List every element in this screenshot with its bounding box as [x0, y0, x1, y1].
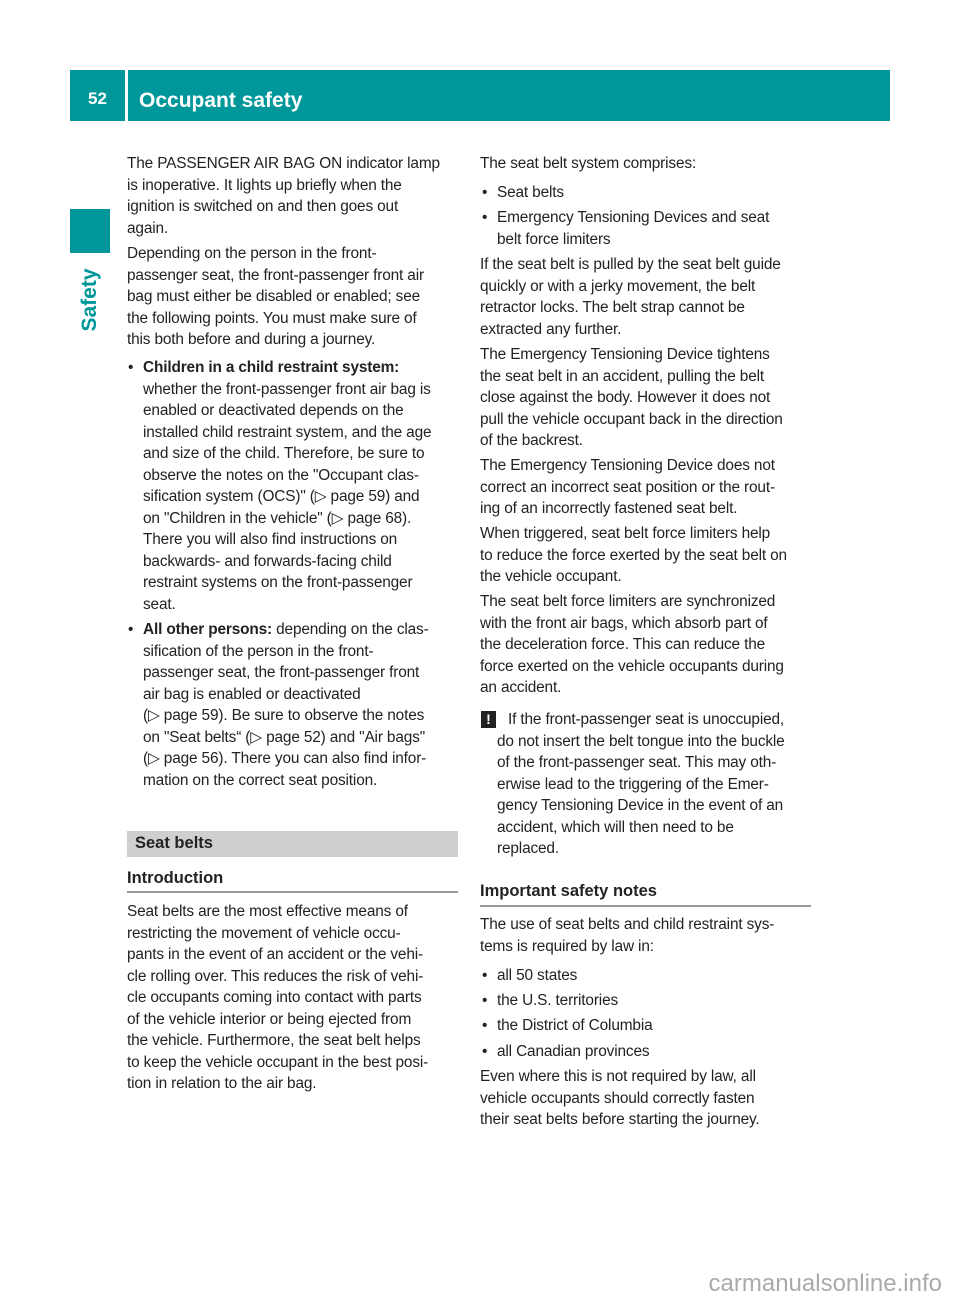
paragraph: When triggered, seat belt force limiters help to reduce the force exerted by the seat belt on the vehicle occupant.	[480, 525, 787, 585]
paragraph: The PASSENGER AIR BAG ON indicator lamp is inoperative. It lights up briefly when the ignition is switched on and then goes out again.	[127, 155, 440, 237]
list-item	[482, 207, 770, 250]
page-number: 52	[70, 70, 125, 121]
list-item	[128, 619, 429, 791]
bullet-icon: •	[482, 1017, 488, 1034]
paragraph: Depending on the person in the front- passenger seat, the front-passenger front air bag must either be disabled or enabled; see the following points. You must make sure of this both before and during a journey.	[127, 245, 424, 348]
paragraph: The seat belt force limiters are synchronized with the front air bags, which absorb part of the deceleration force. This can reduce the force exerted on the vehicle occupants during an accident.	[480, 593, 784, 696]
bullet-text: depending on the clas- sification of the person in the front- passenger seat, the front-passenger front air bag is enabled or deactivated (▷ page 59). Be sure to observe the notes on "Seat belts“ (▷ page 52) and "Air bags" (▷ page 56). There you can also find infor- mation on the correct seat position.	[143, 621, 429, 789]
bullet-text: the District of Columbia	[497, 1017, 653, 1034]
bullet-text: Seat belts	[497, 184, 564, 201]
bullet-icon: •	[128, 621, 134, 638]
bullet-icon: •	[482, 209, 488, 226]
bullet-text: the U.S. territories	[497, 992, 619, 1009]
subheading: Introduction	[127, 869, 224, 887]
watermark: carmanualsonline.info	[708, 1270, 942, 1297]
side-tab-marker	[70, 209, 110, 253]
paragraph: Seat belts are the most effective means of restricting the movement of vehicle occu- pants in the event of an accident or the vehi- cle rolling over. This reduces the risk of vehi- cle occupants coming into contact with parts of the vehicle interior or being ejected from the vehicle. Furthermore, the seat belt helps to keep the vehicle occupant in the best posi- tion in relation to the air bag.	[127, 903, 429, 1092]
paragraph: Even where this is not required by law, all vehicle occupants should correctly fasten their seat belts before starting the journey.	[480, 1068, 760, 1128]
page-title: Occupant safety	[128, 70, 890, 121]
bullet-icon: •	[482, 967, 488, 984]
paragraph: If the seat belt is pulled by the seat belt guide quickly or with a jerky movement, the belt retractor locks. The belt strap cannot be extracted any further.	[480, 256, 781, 338]
bullet-text: all 50 states	[497, 967, 578, 984]
list-item	[482, 1015, 653, 1037]
bullet-icon: •	[482, 992, 488, 1009]
warning-icon: !	[481, 711, 496, 728]
bullet-text: all Canadian provinces	[497, 1043, 650, 1060]
bullet-label: All other persons:	[143, 621, 272, 638]
list-item	[482, 990, 619, 1012]
paragraph: The Emergency Tensioning Device does not correct an incorrect seat position or the rout- ing of an incorrectly fastened seat belt.	[480, 457, 775, 517]
list-item	[128, 357, 432, 615]
paragraph: The seat belt system comprises:	[480, 155, 697, 172]
bullet-icon: •	[482, 1043, 488, 1060]
divider	[127, 891, 458, 893]
list-item	[482, 1041, 650, 1063]
subheading: Important safety notes	[480, 882, 657, 900]
bullet-icon: •	[482, 184, 488, 201]
bullet-text: Emergency Tensioning Devices and seat belt force limiters	[497, 209, 770, 248]
paragraph: The Emergency Tensioning Device tightens the seat belt in an accident, pulling the belt close against the body. However it does not pull the vehicle occupant back in the direction of the backrest.	[480, 346, 783, 449]
paragraph: The use of seat belts and child restraint sys- tems is required by law in:	[480, 916, 775, 955]
bullet-icon: •	[128, 359, 134, 376]
bullet-label: Children in a child restraint system:	[143, 359, 400, 376]
side-tab	[70, 262, 110, 337]
warning-text: If the front-passenger seat is unoccupied, do not insert the belt tongue into the buckle of the front-passenger seat. This may oth- erwise lead to the triggering of the Emer- gency Tensioning Device in the event of an accident, which will then need to be replaced.	[497, 711, 785, 857]
section-title: Seat belts	[127, 831, 458, 857]
side-tab-label: Safety	[78, 267, 101, 332]
divider	[480, 905, 811, 907]
bullet-text: whether the front-passenger front air bag is enabled or deactivated depends on the installed child restraint system, and the age and size of the child. Therefore, be sure to observe the notes on the "Occupant clas- sification system (OCS)" (▷ page 59) and on "Children in the vehicle" (▷ page 68). There you will also find instructions on backwards- and forwards-facing child restraint systems on the front-passenger seat.	[143, 380, 432, 613]
list-item	[482, 965, 578, 987]
list-item	[482, 182, 564, 204]
